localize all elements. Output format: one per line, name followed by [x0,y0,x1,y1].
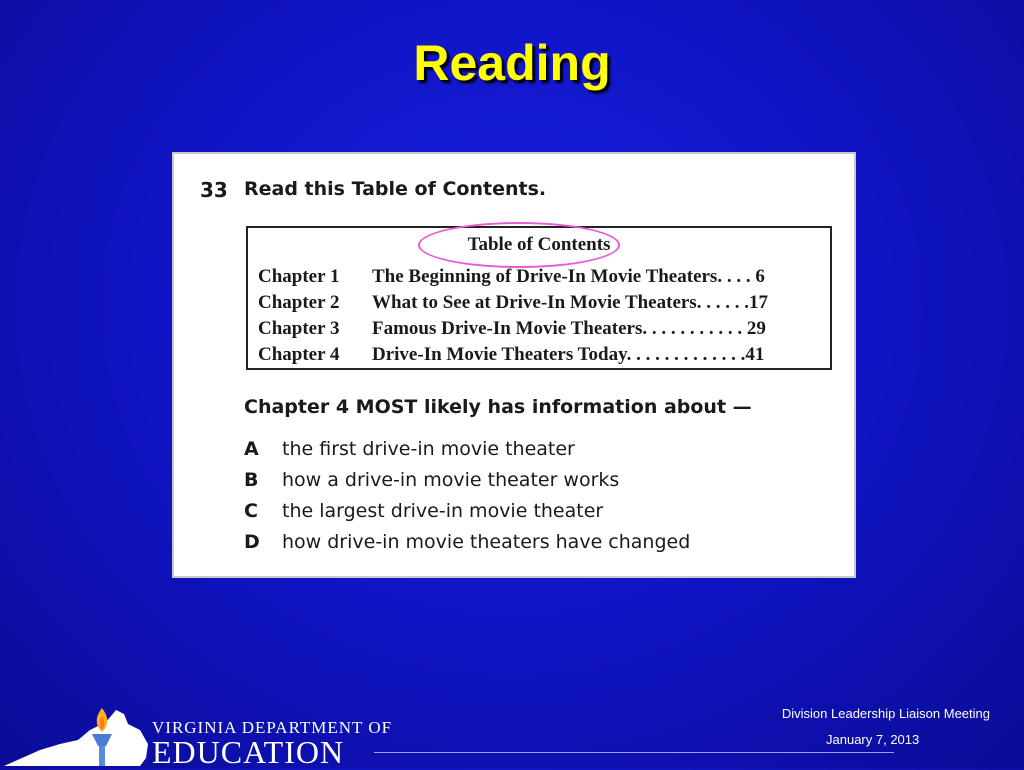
toc-entry: What to See at Drive-In Movie Theaters. . . . . .17 [372,292,768,313]
toc-entry: Drive-In Movie Theaters Today. . . . . . . . . . . . .41 [372,344,765,365]
question-card [172,152,856,578]
choice-letter: B [244,469,259,491]
choice-letter: C [244,500,258,522]
toc-row [258,266,820,292]
toc-entry: Famous Drive-In Movie Theaters. . . . . . . . . . . 29 [372,318,766,339]
choice-text: the first drive-in movie theater [282,438,575,460]
toc-chapter: Chapter 3 [258,318,340,339]
question-prompt: Read this Table of Contents. [244,178,547,200]
toc-heading: Table of Contents [467,234,611,255]
footer-meeting-title: Division Leadership Liaison Meeting [781,706,990,721]
slide-title: Reading [413,35,611,91]
choice-text: the largest drive-in movie theater [282,500,604,522]
answer-stem: Chapter 4 MOST likely has information about — [244,396,752,418]
question-number: 33 [200,178,228,202]
toc-chapter: Chapter 1 [258,266,340,287]
toc-row [258,318,820,344]
choice-letter: D [244,531,260,553]
vdoe-logo [0,700,393,770]
table-of-contents [246,226,832,370]
logo-text-line2: EDUCATION [152,734,345,770]
toc-chapter: Chapter 4 [258,344,340,365]
choice-text: how a drive-in movie theater works [282,469,620,491]
toc-row [258,292,820,318]
choice-text: how drive-in movie theaters have changed [282,531,691,553]
virginia-state-shape-icon [0,700,150,768]
choice-letter: A [244,438,259,460]
toc-entry: The Beginning of Drive-In Movie Theaters. . . . 6 [372,266,765,287]
toc-row [258,344,820,370]
footer-divider [374,752,894,753]
logo-text-line1: VIRGINIA DEPARTMENT OF [152,718,393,737]
toc-chapter: Chapter 2 [258,292,340,313]
footer-date: January 7, 2013 [826,732,920,747]
